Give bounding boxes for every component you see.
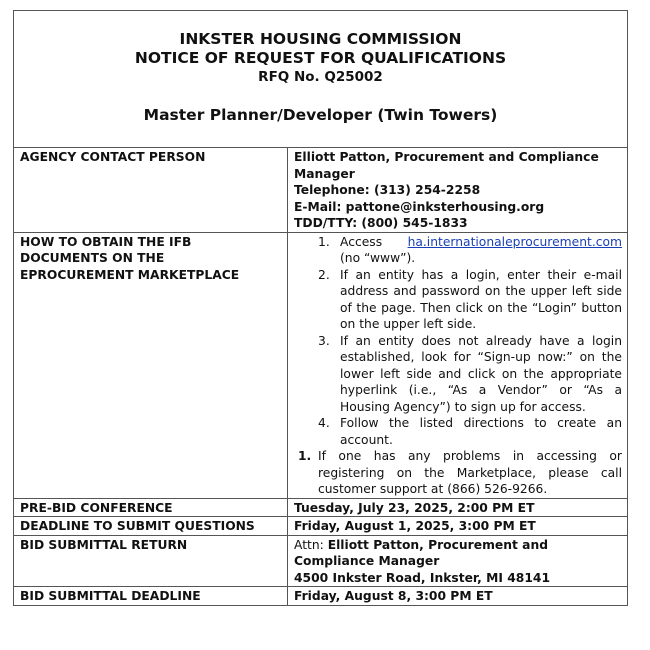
step-number: 4.: [318, 416, 330, 430]
step-number: 3.: [318, 333, 330, 348]
step-text: If an entity has a login, enter their e-mail address and password on the upper left side of the page. Then click on the “Login” button on the upper left side.: [340, 267, 622, 331]
deadline-value: Friday, August 8, 3:00 PM ET: [288, 587, 628, 606]
return-value: [288, 535, 628, 587]
deadline-label: BID SUBMITTAL DEADLINE: [14, 587, 288, 606]
contact-tdd: TDD/TTY: (800) 545-1833: [294, 216, 468, 230]
list-item: [294, 415, 622, 448]
step-number: 2.: [318, 267, 330, 282]
deadline-row: [14, 587, 628, 606]
obtain-row: [14, 232, 628, 498]
prebid-label: PRE-BID CONFERENCE: [14, 498, 288, 517]
step-text: Follow the listed directions to create an account.: [340, 416, 622, 447]
contact-row: [14, 148, 628, 233]
step-text: If an entity does not already have a login established, look for “Sign-up now:” on the lower left side and click on the appropriate hyperlink (i.e., “As a Vendor” or “As a Housing Agency”) to sign up for access.: [340, 333, 622, 414]
step-text: Access: [340, 234, 408, 249]
notice-title: NOTICE OF REQUEST FOR QUALIFICATIONS: [134, 49, 507, 67]
step-number: 1.: [318, 234, 330, 249]
organization-title: INKSTER HOUSING COMMISSION: [179, 30, 462, 48]
marketplace-link[interactable]: ha.internationaleprocurement.com: [407, 234, 622, 249]
support-note: [294, 448, 622, 498]
step-number: 1.: [298, 449, 312, 463]
prebid-value: Tuesday, July 23, 2025, 2:00 PM ET: [288, 498, 628, 517]
return-attention: [294, 537, 622, 570]
contact-value: [288, 148, 628, 233]
contact-name: Elliott Patton, Procurement and Compliance Manager: [294, 150, 599, 181]
list-item: [294, 333, 622, 416]
step-text: (no “www”).: [340, 251, 416, 265]
attn-prefix: Attn:: [294, 537, 328, 552]
support-text: If one has any problems in accessing or registering on the Marketplace, please call customer support at (866) 526-9266.: [318, 449, 622, 496]
obtain-value: [288, 232, 628, 498]
prebid-row: [14, 498, 628, 517]
project-title: Master Planner/Developer (Twin Towers): [143, 106, 498, 124]
return-label: BID SUBMITTAL RETURN: [14, 535, 288, 587]
questions-value: Friday, August 1, 2025, 3:00 PM ET: [288, 517, 628, 536]
obtain-label: HOW TO OBTAIN THE IFB DOCUMENTS ON THE EPROCUREMENT MARKETPLACE: [14, 232, 288, 498]
questions-label: DEADLINE TO SUBMIT QUESTIONS: [14, 517, 288, 536]
steps-list: [294, 234, 622, 449]
list-item: [294, 234, 622, 267]
return-address: 4500 Inkster Road, Inkster, MI 48141: [294, 570, 550, 585]
contact-telephone: Telephone: (313) 254-2258: [294, 183, 481, 197]
contact-label: AGENCY CONTACT PERSON: [14, 148, 288, 233]
contact-email: E-Mail: pattone@inksterhousing.org: [294, 199, 545, 214]
details-table: [13, 147, 628, 606]
rfq-number: RFQ No. Q25002: [258, 69, 383, 85]
questions-row: [14, 517, 628, 536]
notice-document: [13, 10, 628, 606]
return-name: Elliott Patton, Procurement and Compliance Manager: [294, 537, 549, 568]
return-row: [14, 535, 628, 587]
list-item: [294, 267, 622, 333]
notice-header: [13, 10, 628, 147]
